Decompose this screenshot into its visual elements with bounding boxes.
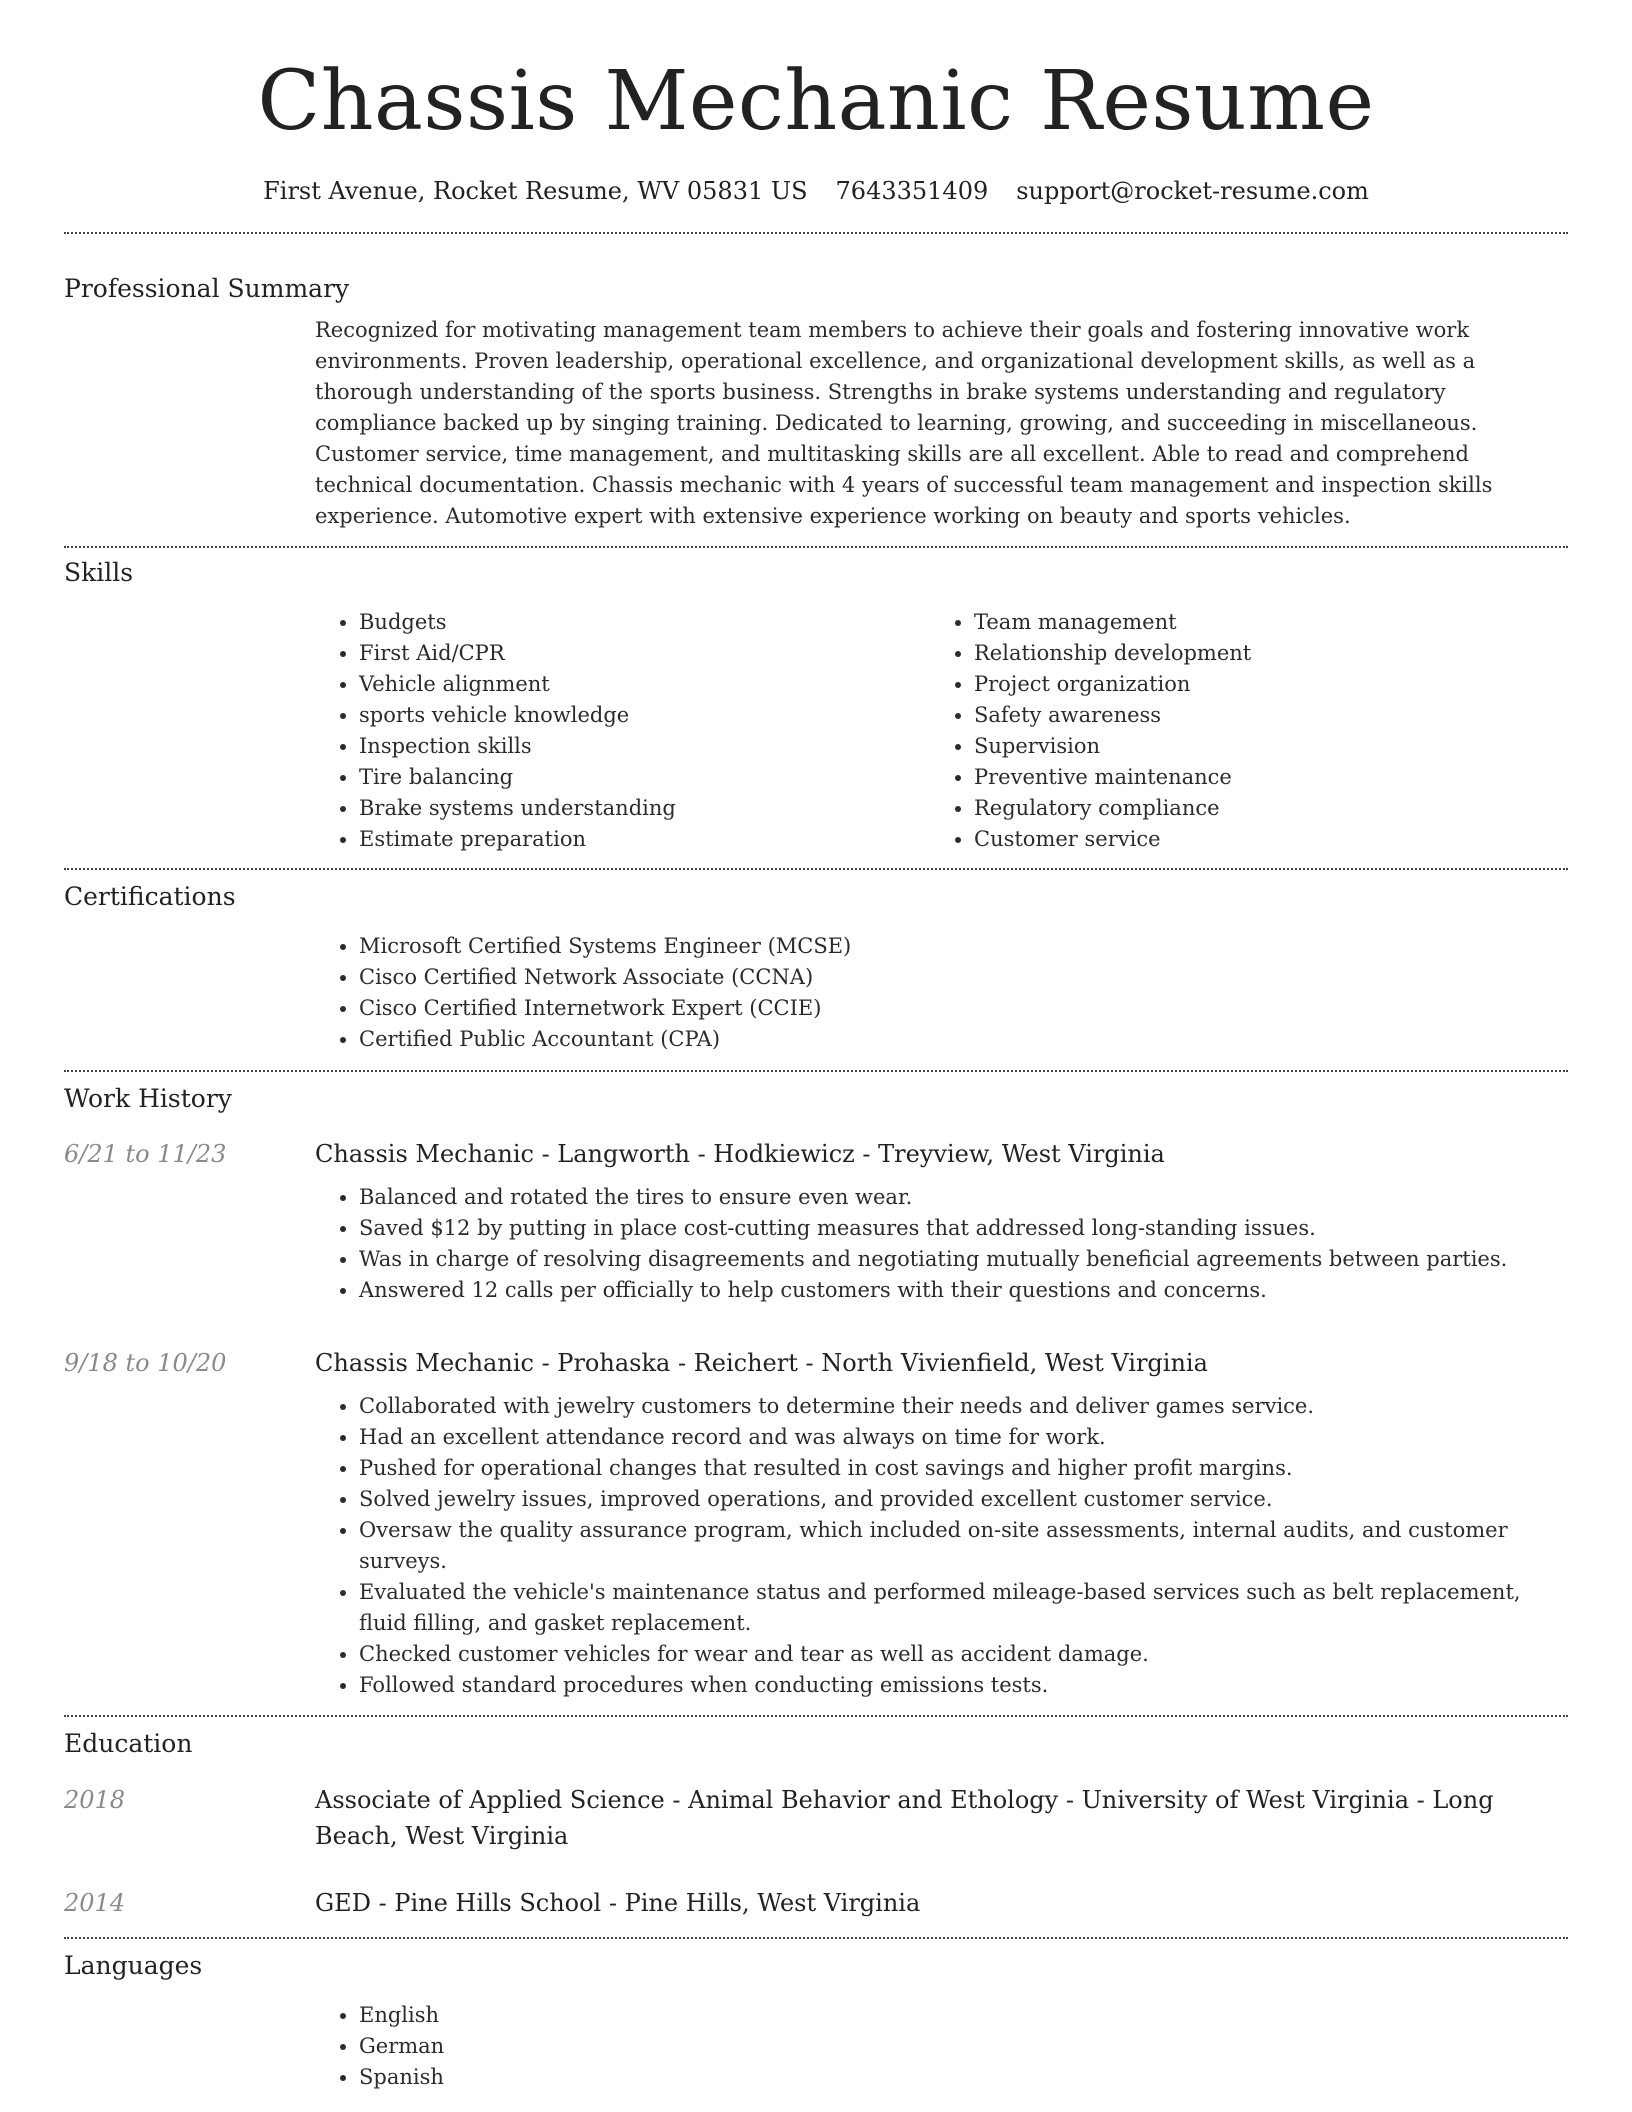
education-year: 2014 xyxy=(64,1889,126,1917)
job-bullet: • Pushed for operational changes that resulted in cost savings and higher profit margins. xyxy=(359,1453,1568,1484)
job-bullets xyxy=(315,1182,1568,1306)
divider xyxy=(64,1715,1568,1717)
language-item: • German xyxy=(359,2031,1568,2062)
skill-item: • Project organization xyxy=(974,669,1545,700)
job-bullet: • Had an excellent attendance record and was always on time for work. xyxy=(359,1422,1568,1453)
education-heading-text: Associate of Applied Science - Animal Behavior and Ethology - University of West Virginia - Long Beach, West Virginia xyxy=(315,1786,1494,1850)
skills-left-column xyxy=(315,607,930,855)
job-bullet: • Followed standard procedures when conducting emissions tests. xyxy=(359,1670,1568,1701)
languages-section xyxy=(64,1949,1568,2093)
certification-item: • Certified Public Accountant (CPA) xyxy=(359,1024,1568,1055)
certification-item: • Cisco Certified Internetwork Expert (CCIE) xyxy=(359,993,1568,1024)
job-bullet: • Oversaw the quality assurance program, which included on-site assessments, internal audits, and customer surveys. xyxy=(359,1515,1568,1577)
skills-section xyxy=(64,556,1568,855)
job-heading: Chassis Mechanic - Langworth - Hodkiewicz - Treyview, West Virginia xyxy=(315,1140,1165,1168)
languages-list xyxy=(315,2000,1568,2093)
summary-section xyxy=(64,272,1568,532)
job-bullet: • Collaborated with jewelry customers to determine their needs and deliver games service. xyxy=(359,1391,1568,1422)
skill-item: • First Aid/CPR xyxy=(359,638,930,669)
job-bullet: • Evaluated the vehicle's maintenance status and performed mileage-based services such as belt replacement, fluid filling, and gasket replacement. xyxy=(359,1577,1568,1639)
education-heading-text: GED - Pine Hills School - Pine Hills, West Virginia xyxy=(315,1889,921,1917)
language-item: • English xyxy=(359,2000,1568,2031)
job-bullet: • Checked customer vehicles for wear and tear as well as accident damage. xyxy=(359,1639,1568,1670)
resume-page xyxy=(64,0,1568,2093)
job-dates: 6/21 to 11/23 xyxy=(64,1140,227,1168)
certification-item: • Cisco Certified Network Associate (CCNA) xyxy=(359,962,1568,993)
summary-heading: Professional Summary xyxy=(64,274,350,303)
skill-item: • Regulatory compliance xyxy=(974,793,1545,824)
education-entry xyxy=(64,1885,1568,1921)
contact-email: support@rocket-resume.com xyxy=(1016,177,1369,205)
skill-item: • Preventive maintenance xyxy=(974,762,1545,793)
resume-title: Chassis Mechanic Resume xyxy=(257,54,1375,149)
skill-item: • Budgets xyxy=(359,607,930,638)
skill-item: • Team management xyxy=(974,607,1545,638)
language-item: • Spanish xyxy=(359,2062,1568,2093)
divider xyxy=(64,1070,1568,1072)
skill-item: • Safety awareness xyxy=(974,700,1545,731)
job-bullet: • Saved $12 by putting in place cost-cutting measures that addressed long-standing issues. xyxy=(359,1213,1568,1244)
certifications-heading: Certifications xyxy=(64,882,236,911)
education-year: 2018 xyxy=(64,1786,126,1814)
skill-item: • Customer service xyxy=(974,824,1545,855)
work-history-heading: Work History xyxy=(64,1084,232,1113)
divider xyxy=(64,868,1568,870)
education-entry xyxy=(64,1782,1568,1854)
skill-item: • Estimate preparation xyxy=(359,824,930,855)
contact-phone: 7643351409 xyxy=(835,177,989,205)
job-entry xyxy=(64,1136,1568,1306)
summary-text: Recognized for motivating management team members to achieve their goals and fostering innovative work environments. Proven leadership, operational excellence, and organizational development skills, as well as a thorough understanding of the sports business. Strengths in brake systems understanding and regulatory compliance backed up by singing training. Dedicated to learning, growing, and succeeding in miscellaneous. Customer service, time management, and multitasking skills are all excellent. Able to read and comprehend technical documentation. Chassis mechanic with 4 years of successful team management and inspection skills experience. Automotive expert with extensive experience working on beauty and sports vehicles. xyxy=(315,318,1493,528)
job-entry xyxy=(64,1345,1568,1701)
skills-columns xyxy=(315,607,1568,855)
contact-line xyxy=(64,174,1568,208)
skill-item: • sports vehicle knowledge xyxy=(359,700,930,731)
job-bullet: • Answered 12 calls per officially to help customers with their questions and concerns. xyxy=(359,1275,1568,1306)
skill-item: • Supervision xyxy=(974,731,1545,762)
skill-item: • Vehicle alignment xyxy=(359,669,930,700)
certifications-list xyxy=(315,931,1568,1055)
education-heading: Education xyxy=(64,1729,193,1758)
job-bullet: • Balanced and rotated the tires to ensure even wear. xyxy=(359,1182,1568,1213)
skills-heading: Skills xyxy=(64,558,134,587)
certification-item: • Microsoft Certified Systems Engineer (MCSE) xyxy=(359,931,1568,962)
divider xyxy=(64,546,1568,548)
skill-item: • Tire balancing xyxy=(359,762,930,793)
skill-item: • Inspection skills xyxy=(359,731,930,762)
divider xyxy=(64,232,1568,234)
contact-address: First Avenue, Rocket Resume, WV 05831 US xyxy=(263,177,808,205)
work-history-section xyxy=(64,1082,1568,1701)
job-dates: 9/18 to 10/20 xyxy=(64,1349,227,1377)
education-section xyxy=(64,1727,1568,1921)
job-bullets xyxy=(315,1391,1568,1701)
job-heading: Chassis Mechanic - Prohaska - Reichert - North Vivienfield, West Virginia xyxy=(315,1349,1208,1377)
certifications-section xyxy=(64,880,1568,1055)
job-bullet: • Was in charge of resolving disagreements and negotiating mutually beneficial agreements between parties. xyxy=(359,1244,1568,1275)
job-bullet: • Solved jewelry issues, improved operations, and provided excellent customer service. xyxy=(359,1484,1568,1515)
skill-item: • Brake systems understanding xyxy=(359,793,930,824)
divider xyxy=(64,1937,1568,1939)
skill-item: • Relationship development xyxy=(974,638,1545,669)
skills-right-column xyxy=(930,607,1545,855)
languages-heading: Languages xyxy=(64,1951,203,1980)
